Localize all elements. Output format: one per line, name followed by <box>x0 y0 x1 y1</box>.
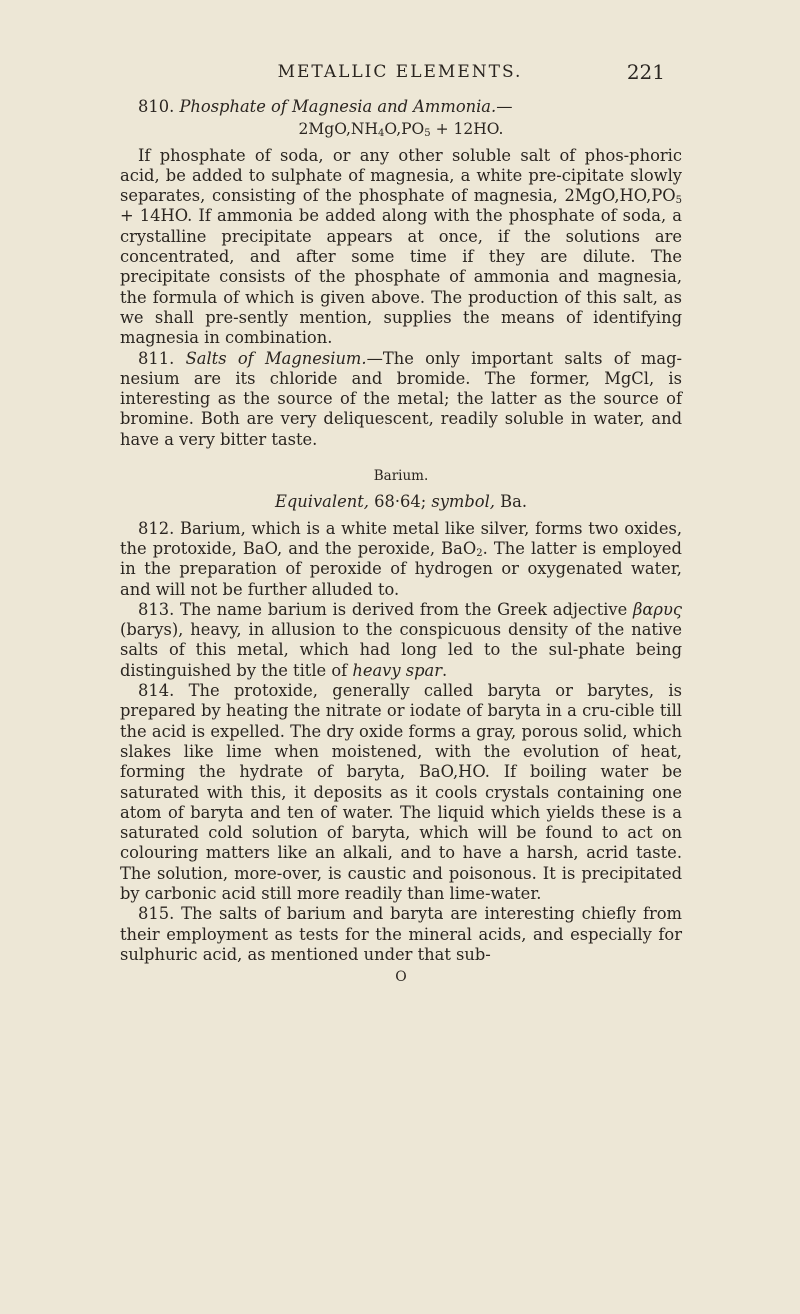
section-heading-barium: Barium. <box>373 468 429 485</box>
paragraph-815: 815. The salts of barium and baryta are interesting chiefly from their employment as tests for the mineral acids, and especially for sulphuric acid, as mentioned under that sub- <box>120 904 682 964</box>
paragraph-811: 811. Salts of Magnesium.—The only important salts of mag-nesium are its chloride and bromide. The former, MgCl, is interesting as the source of the metal; the latter as the source of bromine. Both are very deliquescent, readily soluble in water, and have a very bitter taste. <box>120 348 683 449</box>
signature-mark: O <box>395 969 407 986</box>
paragraph-813: 813. The name barium is derived from the Greek adjective βαρυς (barys), heavy, in allusion to the conspicuous density of the native salts of this metal, which had long led to the sul-phate being distinguished by the title of heavy spar. <box>120 599 682 680</box>
section-number: 810. <box>138 97 175 116</box>
paragraph-810: If phosphate of soda, or any other soluble salt of phos-phoric acid, be added to sulphate of magnesia, a white pre-cipitate slowly separates, consisting of the phosphate of magnesia, $2MgO,HO,PO_5 + 14HO$. If ammonia be added along with the phosphate of soda, a crystalline precipitate appears at once, if the solutions are concentrated, and after some time if they are dilute. The precipitate consists of the phosphate of ammonia and magnesia, the formula of which is given above. The production of this salt, as we shall pre-sently mention, supplies the means of identifying magnesia in combination. <box>120 145 682 348</box>
page-number: 221 <box>626 60 665 84</box>
section-title: Phosphate of Magnesia and Ammonia. <box>179 97 497 116</box>
page-header <box>0 60 800 90</box>
greek-word: βαρυς <box>633 599 682 619</box>
running-head: METALLIC ELEMENTS. <box>277 62 523 82</box>
paragraph-812: 812. Barium, which is a white metal like silver, forms two oxides, the protoxide, BaO, and the peroxide, BaO$_2$. The latter is employed in the preparation of peroxide of hydrogen or oxygenated water, and will not be further alluded to. <box>120 518 682 599</box>
paragraph-814: 814. The protoxide, generally called baryta or barytes, is prepared by heating the nitrate or iodate of baryta in a cru-cible till the acid is expelled. The dry oxide forms a gray, porous solid, which slakes like lime when moistened, with the evolution of heat, forming the hydrate of baryta, BaO,HO. If boiling water be saturated with this, it deposits as it cools crystals containing one atom of baryta and ten of water. The liquid which yields these is a saturated cold solution of baryta, which will be found to act on colouring matters like an alkali, and to have a harsh, acrid taste. The solution, more-over, is caustic and poisonous. It is precipitated by carbonic acid still more readily than lime-water. <box>120 681 682 903</box>
page-body <box>120 97 682 987</box>
chemical-formula: $2MgO,NH_4O,PO_5 + 12HO$. <box>298 120 504 140</box>
section-title: Salts of Magnesium. <box>185 348 367 368</box>
element-properties: Equivalent, 68·64; symbol, Ba. <box>274 492 528 512</box>
paragraph-810-heading: 810. Phosphate of Magnesia and Ammonia.— <box>138 97 513 116</box>
